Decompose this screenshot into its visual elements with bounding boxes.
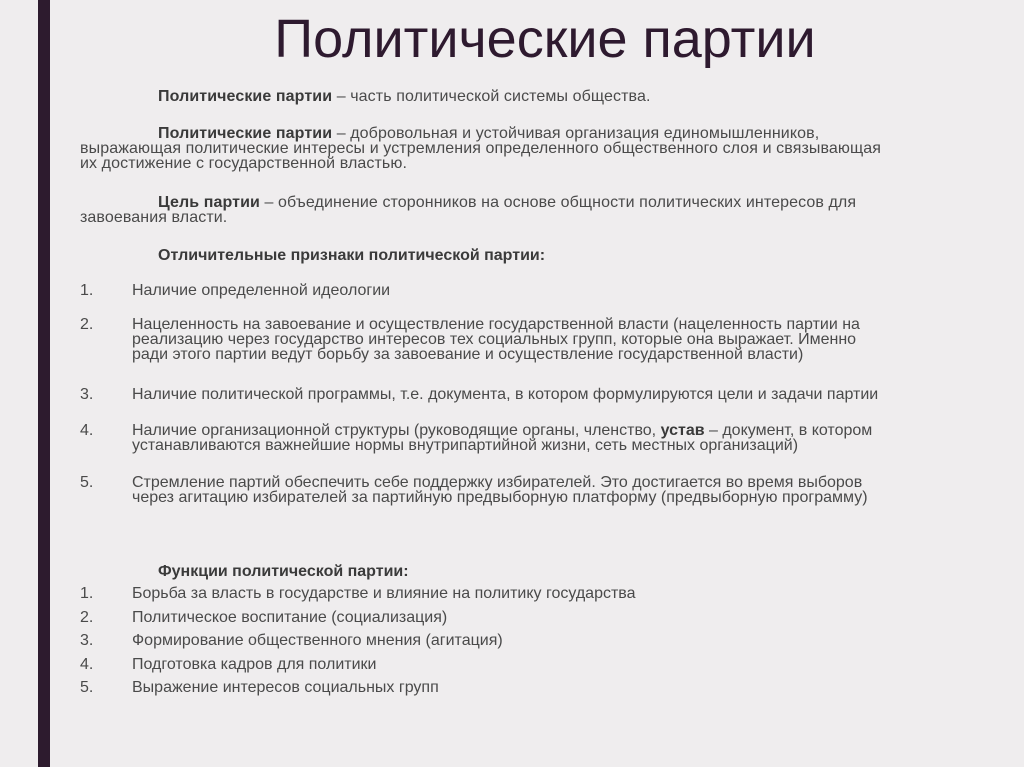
- list-text: Политическое воспитание (социализация): [132, 609, 448, 626]
- function-item-5: [80, 680, 1010, 695]
- paragraph-lead: Цель партии: [158, 194, 260, 211]
- function-item-1: [80, 586, 1010, 601]
- paragraph-lead: Политические партии: [158, 125, 333, 142]
- list-number: 3.: [80, 386, 94, 403]
- left-accent-bar: [38, 0, 50, 767]
- list-text: реализацию через государство интересов тех социальных групп, которые она выражает. Именно: [132, 331, 857, 348]
- feature-item-4: [80, 423, 1010, 453]
- paragraph-line: завоевания власти.: [80, 209, 228, 226]
- list-number: 5.: [80, 474, 94, 491]
- function-item-2: [80, 610, 1010, 625]
- paragraph-line: их достижение с государственной властью.: [80, 155, 408, 172]
- function-item-3: [80, 633, 1010, 648]
- list-text: Выражение интересов социальных групп: [132, 679, 439, 696]
- list-number: 5.: [80, 679, 94, 696]
- list-number: 2.: [80, 316, 94, 333]
- list-text: Борьба за власть в государстве и влияние на политику государства: [132, 585, 636, 602]
- list-text: Наличие политической программы, т.е. документа, в котором формулируются цели и задачи партии: [132, 386, 879, 403]
- goal-paragraph: [80, 195, 856, 225]
- functions-heading: Функции политической партии:: [158, 563, 409, 580]
- features-heading: Отличительные признаки политической партии:: [158, 247, 546, 264]
- function-item-4: [80, 657, 1010, 672]
- list-text: Подготовка кадров для политики: [132, 656, 377, 673]
- paragraph-text: – часть политической системы общества.: [332, 88, 651, 105]
- paragraph-lead: Политические партии: [158, 88, 333, 105]
- list-text: Нацеленность на завоевание и осуществление государственной власти (нацеленность партии на: [132, 316, 860, 333]
- slide-title: Политические партии: [274, 9, 816, 69]
- list-number: 4.: [80, 656, 94, 673]
- paragraph-text: – объединение сторонников на основе общности политических интересов для: [259, 194, 857, 211]
- list-text: через агитацию избирателей за партийную предвыборную платформу (предвыборную программу): [132, 489, 868, 506]
- list-text: Наличие определенной идеологии: [132, 282, 391, 299]
- charter-term: устав: [660, 422, 705, 439]
- list-text: устанавливаются важнейшие нормы внутрипартийной жизни, сеть местных организаций): [132, 437, 799, 454]
- list-text: [132, 423, 1010, 438]
- definition-paragraph-1: [80, 89, 651, 104]
- list-number: 4.: [80, 422, 94, 439]
- definition-paragraph-2: [80, 126, 881, 171]
- feature-item-1: [80, 283, 1010, 298]
- list-number: 1.: [80, 585, 94, 602]
- list-number: 3.: [80, 632, 94, 649]
- feature-item-3: [80, 387, 1010, 402]
- list-number: 1.: [80, 282, 94, 299]
- list-text: Стремление партий обеспечить себе поддержку избирателей. Это достигается во время выборов: [132, 474, 863, 491]
- list-text: Формирование общественного мнения (агитация): [132, 632, 503, 649]
- paragraph-line: выражающая политические интересы и устремления определенного общественного слоя и связывающая: [80, 140, 882, 157]
- paragraph-text: – добровольная и устойчивая организация единомышленников,: [332, 125, 820, 142]
- list-number: 2.: [80, 609, 94, 626]
- list-text: ради этого партии ведут борьбу за завоевание и осуществление государственной власти): [132, 346, 804, 363]
- list-text-part: – документ, в котором: [704, 422, 873, 439]
- feature-item-2: [80, 317, 1010, 362]
- list-text-part: Наличие организационной структуры (руководящие органы, членство,: [132, 422, 661, 439]
- feature-item-5: [80, 475, 1010, 505]
